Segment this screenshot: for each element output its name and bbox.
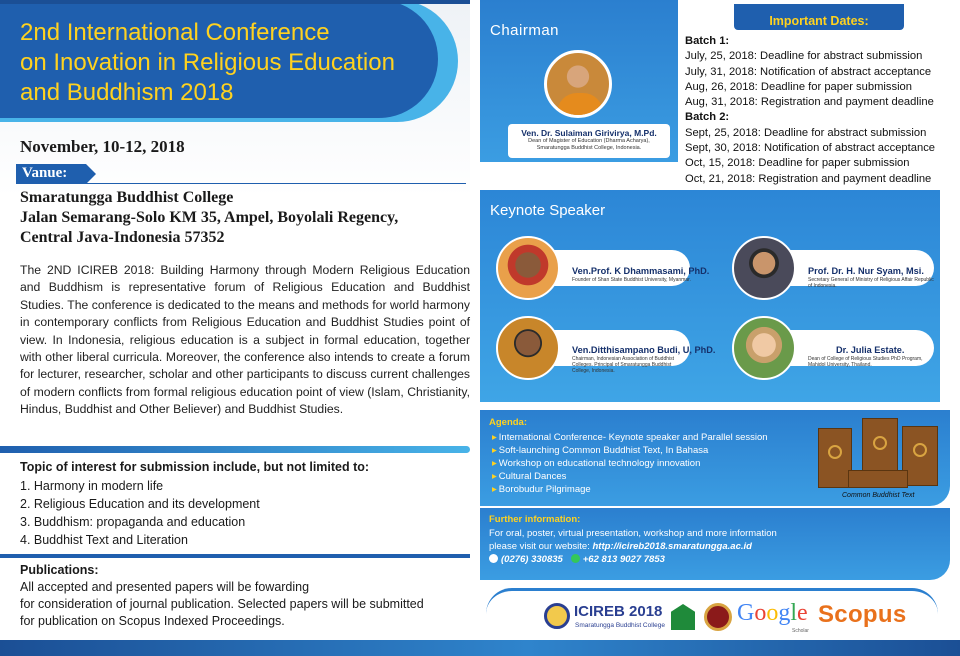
chairman-heading: Chairman [490, 22, 560, 39]
speaker-name: Prof. Dr. H. Nur Syam, Msi. [808, 266, 924, 276]
list-item: ▸ Workshop on educational technology innovation [492, 457, 768, 470]
phone-icon [489, 554, 498, 563]
topics-heading: Topic of interest for submission include, but not limited to: [20, 460, 370, 474]
website-link[interactable]: http://icireb2018.smaratungga.ac.id [592, 541, 752, 552]
list-item: ▸ Soft-launching Common Buddhist Text, In Bahasa [492, 444, 768, 457]
books-caption: Common Buddhist Text [842, 492, 915, 499]
date-row: Aug, 26, 2018: Deadline for paper submission [685, 80, 913, 93]
section-divider [0, 554, 470, 558]
date-row: July, 25, 2018: Deadline for abstract submission [685, 50, 923, 63]
chairman-name: Ven. Dr. Sulaiman Girivirya, M.Pd. [521, 128, 657, 138]
list-item: ▸ Borobudur Pilgrimage [492, 483, 768, 496]
date-row: Oct, 21, 2018: Registration and payment deadline [685, 172, 932, 185]
speaker-photo [496, 316, 560, 380]
list-item: ▸ International Conference- Keynote speaker and Parallel session [492, 431, 768, 444]
further-info-heading: Further information: [489, 514, 581, 525]
speaker-photo [732, 316, 796, 380]
google-scholar-logo: Google [737, 600, 808, 626]
date-row: Sept, 25, 2018: Deadline for abstract submission [685, 126, 927, 139]
whatsapp-number: +62 813 9027 7853 [582, 554, 665, 565]
speaker-photo [732, 236, 796, 300]
bottom-strip [0, 640, 960, 656]
venue-address: Smaratungga Buddhist College Jalan Semarang-Solo KM 35, Ampel, Boyolali Regency, Central Java-Indonesia 57352 [20, 189, 399, 246]
date-row: Aug, 31, 2018: Registration and payment deadline [685, 96, 934, 109]
speaker-role: Dean of College of Religious Studies PhD Program, Mahidol University, Thailand. [808, 356, 923, 368]
event-date: November, 10-12, 2018 [20, 137, 185, 156]
speaker-role: Secretary General of Ministry of Religious Affair Republic of Indonesia. [808, 277, 934, 289]
chairman-photo [544, 50, 612, 118]
conference-description: The 2ND ICIREB 2018: Building Harmony through Modern Religious Education and Buddhism is representative forum of Religious Education and Buddhist Studies. The conference is dedicated to the means and methods for world harmony in contemporary conflicts from Religious Education and Buddhist Studies point of view. In Indonesia, religious education is a subject in formal education, together with other liberal curricula. Moreover, the conference also intends to create a forum for lecturer, researcher, scholar and other participants to discuss current challenges of modern conflicts from formal religious education point of view (Islam, Christianity, Hindus, Buddhist and Other Believer) and Buddhist Studies. [20, 263, 470, 417]
list-item: 3. Buddhism: propaganda and education [20, 515, 246, 529]
speaker-photo [496, 236, 560, 300]
section-divider [0, 446, 470, 453]
important-dates-heading: Important Dates: [734, 4, 904, 30]
date-row: Sept, 30, 2018: Notification of abstract acceptance [685, 142, 936, 155]
contact-row [489, 554, 665, 565]
publications-text: All accepted and presented papers will be fowarding for consideration of journal publication. Selected papers will be submitted for publication on Scopus Indexed Proceedings. [20, 580, 424, 628]
icireb-seal-icon [544, 603, 570, 629]
icireb-logo: ICIREB 2018 [574, 603, 663, 620]
keynote-heading: Keynote Speaker [490, 202, 606, 219]
speaker-role: Founder of Shan State Buddhist University, Myanmar. [572, 277, 691, 283]
publications-heading: Publications: [20, 563, 99, 577]
conference-title: 2nd International Conference on Inovation in Religious Education and Buddhism 2018 [20, 19, 395, 106]
chairman-card: Ven. Dr. Sulaiman Girivirya, M.Pd. Dean of Magister of Education (Dharma Acharya), Smaratungga Buddhist College, Indonesia. [508, 124, 670, 158]
further-info-text: For oral, poster, virtual presentation, workshop and more information please visit our website: http://icireb2018.smaratungga.ac.id [489, 528, 777, 552]
speaker-name: Ven.Prof. K Dhammasami, PhD. [572, 266, 710, 276]
topics-list [20, 477, 260, 549]
important-dates-list: Batch 1: July, 25, 2018: Deadline for abstract submission July, 31, 2018: Notification of abstract acceptance Aug, 26, 2018: Deadline for paper submission Aug, 31, 2018: Registration and payment deadline Batch 2: Sept, 25, 2018: Deadline for abstract submission Sept, 30, 2018: Notification of abstract acceptance Oct, 15, 2018: Deadline for paper submission Oct, 21, 2018: Registration and payment deadline [685, 34, 955, 187]
date-row: Oct, 15, 2018: Deadline for paper submission [685, 157, 910, 170]
list-item: 4. Buddhist Text and Literation [20, 533, 188, 547]
list-item: ▸ Cultural Dances [492, 470, 768, 483]
list-item: 1. Harmony in modern life [20, 479, 164, 493]
phone-number: (0276) 330835 [501, 554, 563, 565]
books-image [818, 418, 942, 492]
dharma-wheel-icon [704, 603, 732, 631]
speaker-role: Chairman, Indonesian Association of Buddhist Colleges. Principal of Smaratungga Buddhist College, Indonesia. [572, 356, 675, 374]
agenda-heading: Agenda: [489, 417, 527, 428]
date-row: July, 31, 2018: Notification of abstract acceptance [685, 65, 932, 78]
whatsapp-icon [571, 554, 580, 563]
speaker-name: Dr. Julia Estate. [836, 345, 905, 355]
speaker-name: Ven.Ditthisampano Budi, U, PhD. [572, 345, 716, 355]
agenda-list [492, 431, 768, 496]
venue-label: Vanue: [16, 164, 86, 184]
list-item: 2. Religious Education and its development [20, 497, 260, 511]
scopus-logo: Scopus [818, 601, 907, 628]
